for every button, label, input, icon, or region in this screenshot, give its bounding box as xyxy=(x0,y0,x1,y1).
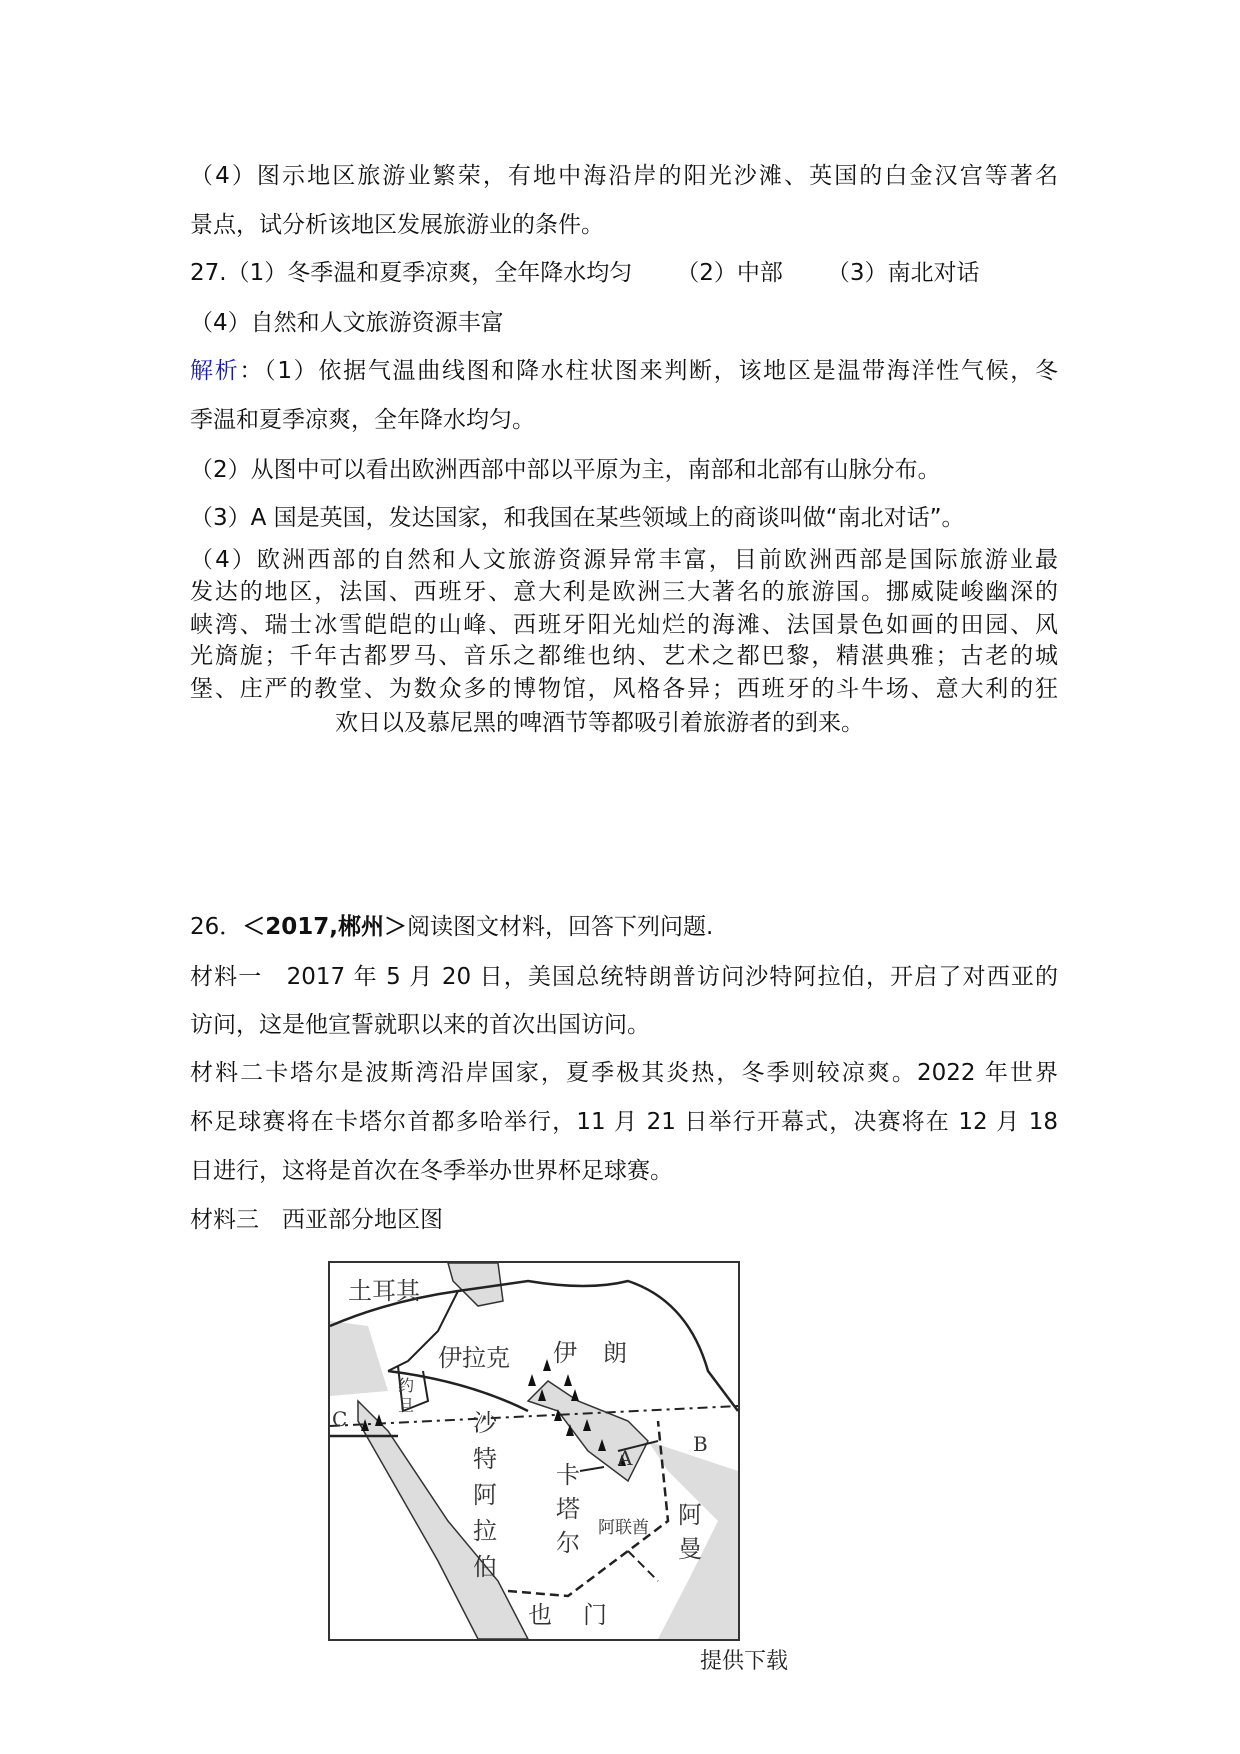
answer-27-part-2: （2）中部 xyxy=(676,260,783,286)
answer-27-line-1 xyxy=(190,258,1058,288)
label-qatar: 卡 xyxy=(556,1461,580,1489)
label-qatar: 尔 xyxy=(556,1529,580,1557)
label-iran: 朗 xyxy=(603,1339,627,1367)
analysis-label: 解析 xyxy=(190,358,240,384)
label-c: C xyxy=(332,1407,348,1431)
analysis-p1-line-2: 季温和夏季凉爽，全年降水均匀。 xyxy=(190,407,535,433)
label-a: A xyxy=(618,1446,633,1470)
answer-27-part-3: （3）南北对话 xyxy=(826,260,980,286)
question-4-line-2: 景点，试分析该地区发展旅游业的条件。 xyxy=(190,212,604,238)
question-prompt: 阅读图文材料，回答下列问题. xyxy=(407,914,714,940)
label-saudi-arabia: 沙 xyxy=(473,1409,497,1437)
label-oman: 曼 xyxy=(678,1535,702,1563)
analysis-p3: （3）A 国是英国，发达国家，和我国在某些领域上的商谈叫做“南北对话”。 xyxy=(190,505,965,531)
label-qatar: 塔 xyxy=(556,1495,580,1523)
label-oman: 阿 xyxy=(678,1501,702,1529)
label-yemen: 也 xyxy=(528,1601,552,1629)
label-saudi-arabia: 伯 xyxy=(473,1553,497,1581)
analysis-p4-line: 发达的地区，法国、西班牙、意大利是欧洲三大著名的旅游国。挪威陡峻幽深的 xyxy=(190,579,1058,605)
label-iraq: 伊拉克 xyxy=(438,1344,510,1372)
label-jordan: 旦 xyxy=(398,1396,415,1415)
answer-27-part-1: 27.（1）冬季温和夏季凉爽，全年降水均匀 xyxy=(190,260,633,286)
label-b: B xyxy=(693,1432,708,1456)
material-1-line-1: 材料一 2017 年 5 月 20 日，美国总统特朗普访问沙特阿拉伯，开启了对西亚的 xyxy=(190,964,1058,990)
material-2-line-3: 日进行，这将是首次在冬季举办世界杯足球赛。 xyxy=(190,1158,673,1184)
analysis-p4-line: 峡湾、瑞士冰雪皑皑的山峰、西班牙阳光灿烂的海滩、法国景色如画的田园、风 xyxy=(190,612,1058,638)
label-jordan: 约 xyxy=(398,1376,415,1395)
material-1-line-2: 访问，这是他宣誓就职以来的首次出国访问。 xyxy=(190,1012,650,1038)
analysis-p4-line: 光旖旎；千年古都罗马、音乐之都维也纳、艺术之都巴黎，精湛典雅；古老的城 xyxy=(190,643,1058,669)
footer-text: 提供下载 xyxy=(700,1649,789,1674)
analysis-p4-line: （4）欧洲西部的自然和人文旅游资源异常丰富，目前欧洲西部是国际旅游业最 xyxy=(190,547,1058,573)
label-uae: 阿联酋 xyxy=(598,1518,649,1538)
label-turkey: 土耳其 xyxy=(348,1277,420,1305)
answer-27-part-4: （4）自然和人文旅游资源丰富 xyxy=(190,310,504,336)
material-2-line-1: 材料二卡塔尔是波斯湾沿岸国家，夏季极其炎热，冬季则较凉爽。2022 年世界 xyxy=(190,1060,1058,1086)
question-source: ＜2017,郴州＞ xyxy=(242,914,408,940)
question-number: 26． xyxy=(190,914,243,940)
label-saudi-arabia: 阿 xyxy=(473,1481,497,1509)
west-asia-map xyxy=(328,1261,740,1641)
analysis-p1-line-1 xyxy=(190,356,1058,386)
material-3-caption: 材料三 西亚部分地区图 xyxy=(190,1207,443,1233)
question-4-line-1: （4）图示地区旅游业繁荣，有地中海沿岸的阳光沙滩、英国的白金汉宫等著名 xyxy=(190,163,1058,189)
label-saudi-arabia: 特 xyxy=(473,1445,497,1473)
label-yemen: 门 xyxy=(583,1601,607,1629)
question-26-heading xyxy=(190,912,1058,942)
label-iran: 伊 xyxy=(553,1339,577,1367)
analysis-p4-line: 欢日以及慕尼黑的啤酒节等都吸引着旅游者的到来。 xyxy=(335,710,864,736)
material-2-line-2: 杯足球赛将在卡塔尔首都多哈举行，11 月 21 日举行开幕式，决赛将在 12 月 18 xyxy=(190,1109,1058,1135)
watermark-footer xyxy=(700,1648,788,1676)
analysis-p2: （2）从图中可以看出欧洲西部中部以平原为主，南部和北部有山脉分布。 xyxy=(190,457,941,483)
analysis-p4-line: 堡、庄严的教堂、为数众多的博物馆，风格各异；西班牙的斗牛场、意大利的狂 xyxy=(190,676,1058,702)
label-saudi-arabia: 拉 xyxy=(473,1517,497,1545)
analysis-p1-text: ：（1）依据气温曲线图和降水柱状图来判断，该地区是温带海洋性气候，冬 xyxy=(239,358,1058,384)
